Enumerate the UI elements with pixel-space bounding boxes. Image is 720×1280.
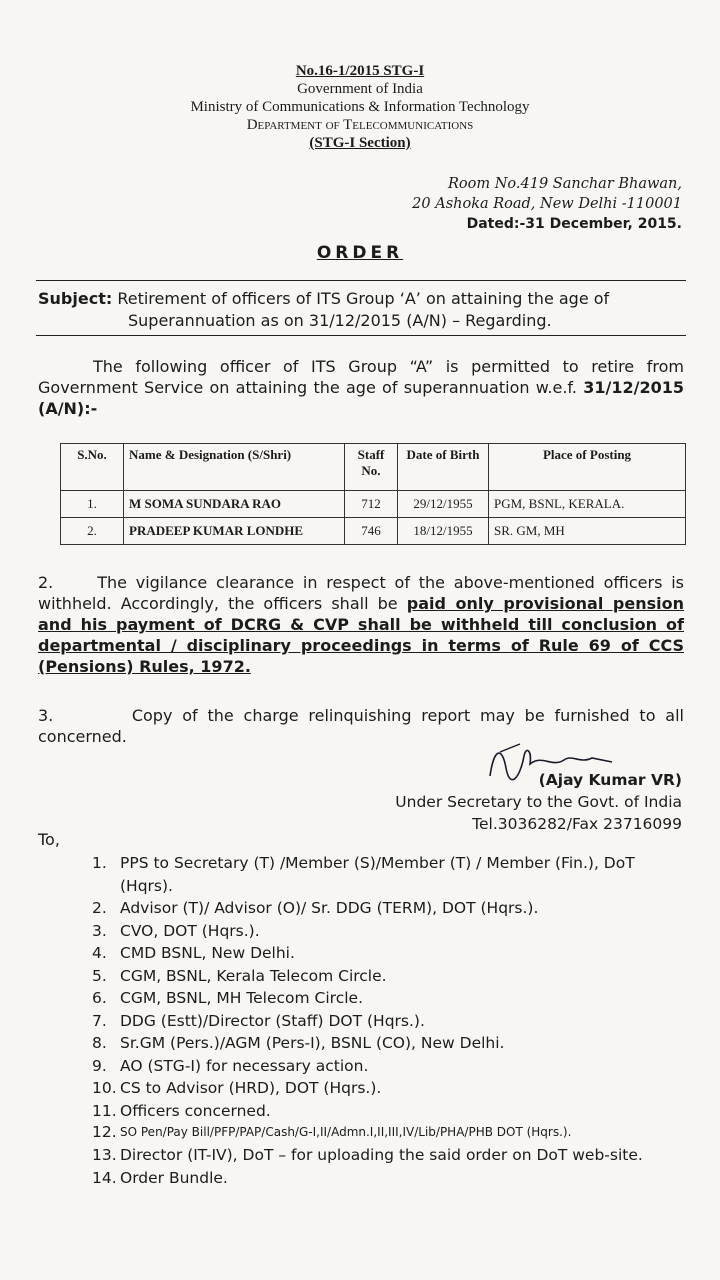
col-sno: S.No.: [61, 444, 124, 491]
list-item: 7. DDG (Estt)/Director (Staff) DOT (Hqrs.).: [92, 1011, 425, 1030]
address-line-1: Room No.419 Sanchar Bhawan,: [448, 176, 682, 192]
file-number: No.16-1/2015 STG-I: [295, 63, 425, 79]
list-item: 3. CVO, DOT (Hqrs.).: [92, 921, 260, 940]
section-line: (STG-I Section): [309, 135, 411, 151]
cell-dob: 18/12/1955: [398, 518, 489, 545]
list-item: 13. Director (IT-IV), DoT – for uploading the said order on DoT web-site.: [92, 1146, 643, 1164]
list-item: 12. SO Pen/Pay Bill/PFP/PAP/Cash/G-I,II/Admn.I,II,III,IV/Lib/PHA/PHB DOT (Hqrs.).: [92, 1123, 572, 1141]
list-item: 9. AO (STG-I) for necessary action.: [92, 1056, 369, 1075]
intro-paragraph: [38, 356, 684, 419]
address-line-2: 20 Ashoka Road, New Delhi -110001: [412, 196, 682, 212]
cell-posting: SR. GM, MH: [489, 518, 686, 545]
col-staff-no: Staff No.: [345, 444, 398, 491]
cell-sno: 2.: [61, 518, 124, 545]
col-posting: Place of Posting: [489, 444, 686, 491]
signatory-designation: Under Secretary to the Govt. of India: [395, 793, 682, 811]
subject-top-rule: [36, 280, 686, 281]
col-dob: Date of Birth: [398, 444, 489, 491]
list-item: 10. CS to Advisor (HRD), DOT (Hqrs.).: [92, 1079, 382, 1097]
cell-name: M SOMA SUNDARA RAO: [124, 491, 345, 518]
officers-table: [60, 443, 686, 545]
order-title: ORDER: [316, 243, 404, 263]
para2-text: The vigilance clearance in respect of the above-mentioned officers is withheld. Accordingly, the officers shall be: [38, 573, 684, 613]
para3-text: Copy of the charge relinquishing report may be furnished to all concerned.: [38, 706, 685, 746]
para2-bold: paid only provisional pension and his payment of DCRG & CVP shall be withheld till conclusion of departmental / disciplinary proceedings in terms of Rule 69 of CCS (Pensions) Rules, 1972.: [38, 594, 685, 676]
cell-staff-no: 746: [345, 518, 398, 545]
subject-line-2: Superannuation as on 31/12/2015 (A/N) – Regarding.: [128, 311, 552, 330]
list-item: 1. PPS to Secretary (T) /Member (S)/Member (T) / Member (Fin.), DoT (Hqrs).: [92, 854, 635, 895]
govt-line: Government of India: [297, 81, 423, 97]
signatory-contact: Tel.3036282/Fax 23716099: [472, 815, 682, 833]
cell-dob: 29/12/1955: [398, 491, 489, 518]
list-item: 6. CGM, BSNL, MH Telecom Circle.: [92, 989, 363, 1007]
signatory-name: (Ajay Kumar VR): [538, 771, 682, 789]
para3-number: 3.: [38, 706, 54, 725]
to-label: To,: [38, 830, 60, 849]
subject-bottom-rule: [36, 335, 686, 336]
para2-number: 2.: [38, 573, 54, 592]
col-name: Name & Designation (S/Shri): [124, 444, 345, 491]
paragraph-2: [38, 572, 684, 677]
cell-name: PRADEEP KUMAR LONDHE: [124, 518, 345, 545]
table-row: [61, 518, 686, 545]
subject-line-1: Retirement of officers of ITS Group ‘A’ on attaining the age of: [117, 289, 610, 308]
cell-sno: 1.: [61, 491, 124, 518]
list-item: 2. Advisor (T)/ Advisor (O)/ Sr. DDG (TERM), DOT (Hqrs.).: [92, 899, 539, 917]
dated-line: Dated:-31 December, 2015.: [466, 216, 682, 232]
list-item: 11. Officers concerned.: [92, 1101, 271, 1120]
table-header-row: [61, 444, 686, 491]
subject-label: Subject:: [38, 289, 113, 308]
list-item: 5. CGM, BSNL, Kerala Telecom Circle.: [92, 966, 387, 985]
table-row: [61, 491, 686, 518]
cell-posting: PGM, BSNL, KERALA.: [489, 491, 686, 518]
list-item: 8. Sr.GM (Pers.)/AGM (Pers-I), BSNL (CO), New Delhi.: [92, 1034, 505, 1052]
list-item: 14. Order Bundle.: [92, 1168, 228, 1187]
distribution-list: [92, 852, 692, 1189]
department-line: Department of Telecommunications: [246, 117, 474, 133]
list-item: 4. CMD BSNL, New Delhi.: [92, 944, 295, 962]
intro-date: 31/12/2015 (A/N):-: [38, 378, 684, 418]
intro-text: The following officer of ITS Group “A” is permitted to retire from Government Service on attaining the age of superannuation w.e.f.: [38, 357, 684, 397]
ministry-line: Ministry of Communications & Information Technology: [190, 99, 530, 115]
subject-block: [38, 288, 688, 332]
cell-staff-no: 712: [345, 491, 398, 518]
